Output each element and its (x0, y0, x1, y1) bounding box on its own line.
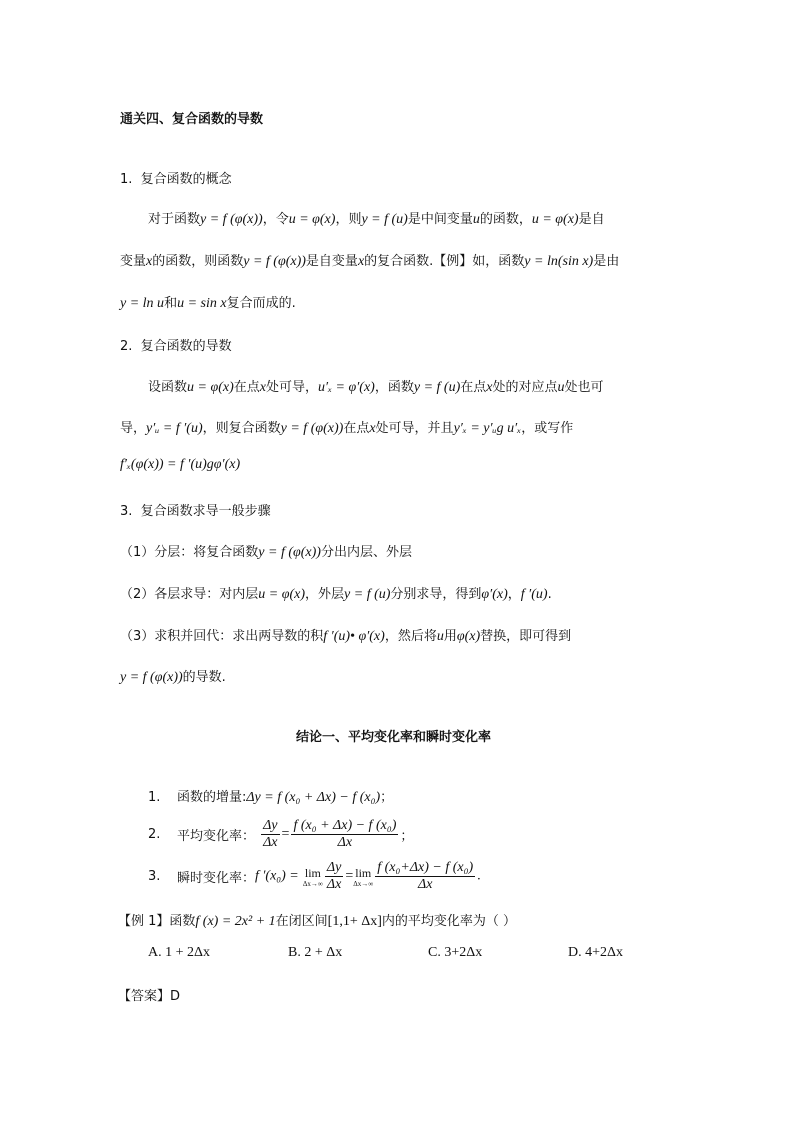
math-expr: f ′(u) (520, 587, 548, 602)
math-expr: u (472, 212, 480, 227)
paragraph-line: 对于函数y = f (φ(x))，令u = φ(x)，则y = f (u)是中间变量u的函数，u = φ(x)是自 (148, 212, 605, 227)
item-heading-text: 复合函数的导数 (140, 339, 232, 354)
math-expr: u = φ(x) (531, 212, 579, 227)
paragraph-line: 导，y′ᵤ = f ′(u)，则复合函数y = f (φ(x))在点x处可导，并且y′ₓ = y′ᵤg u′ₓ，或写作 (120, 421, 574, 436)
math-expr: y = f (u) (344, 587, 391, 602)
math-expr: y = f (u) (413, 380, 461, 395)
math-expr: u (557, 380, 565, 395)
fraction-difference-quotient: $\frac{\text{f (x₀ + Δx) − f (x₀)}}{\Delta x}$ (293, 818, 397, 850)
step-line: y = f (φ(x))的导数. (120, 670, 226, 685)
step-line: （3）求积并回代：求出两导数的积f ′(u)• φ′(x)，然后将u用φ(x)替换，即可得到 (120, 629, 572, 644)
math-expr: x (369, 421, 376, 436)
math-expr: f ′(x₀) = (254, 868, 299, 884)
math-expr: f ′(u)• φ′(x) (323, 629, 385, 644)
item-number: 2. (148, 827, 161, 842)
math-expr: Δy = f (x₀ + Δx) − f (x₀) (246, 790, 381, 805)
math-expr: y = f (φ(x)) (280, 421, 344, 436)
math-expr: y = f (u) (361, 212, 408, 227)
math-expr: u = φ(x) (258, 587, 306, 602)
conclusion-title: 结论一、平均变化率和瞬时变化率 (296, 730, 492, 745)
math-expr: u = φ(x) (187, 380, 234, 395)
option-b: B. 2 + Δx (288, 945, 343, 960)
item-heading-text: 复合函数求导一般步骤 (140, 504, 271, 519)
conclusion-item-3: 3. 瞬时变化率：f ′(x₀) = lim Δx→∞ $\frac{\Delta y}{\Delta x}$ = lim Δx→∞ $\frac{\text{f (x₀+Δx) − f (x₀)}}{\Delta x}$ . (148, 860, 481, 892)
math-expr: x (146, 254, 153, 269)
math-expr: φ(x) (456, 629, 481, 644)
paragraph-line: 设函数u = φ(x)在点x处可导，u′ₓ = φ′(x)，函数y = f (u)在点x处的对应点u处也可 (148, 380, 604, 395)
math-expr: x (486, 380, 493, 395)
section-title: 通关四、复合函数的导数 (120, 112, 264, 127)
fraction-dy-dx: $\frac{\Delta y}{\Delta x}$ (263, 818, 278, 850)
conclusion-item-1: 1. 函数的增量:Δy = f (x₀ + Δx) − f (x₀)； (148, 790, 394, 805)
math-expr: u = sin x (177, 296, 227, 311)
step-line: （2）各层求导：对内层u = φ(x)，外层y = f (u)分别求导，得到φ′(x)，f ′(u). (120, 587, 552, 602)
answer: 【答案】D (118, 989, 181, 1004)
paragraph-line: y = ln u和u = sin x复合而成的. (120, 296, 296, 311)
fraction-dy-dx: $\frac{\Delta y}{\Delta x}$ (326, 860, 342, 892)
math-expr: x (259, 380, 266, 395)
math-expr: y = f (φ(x)) (200, 212, 263, 227)
math-expr: u (436, 629, 444, 644)
math-expr: y = f (φ(x)) (243, 254, 306, 269)
fraction-difference-quotient: $\frac{\text{f (x₀+Δx) − f (x₀)}}{\Delta x}$ (377, 860, 474, 892)
paragraph-line (120, 457, 240, 473)
paragraph-line: 变量x的函数，则函数y = f (φ(x))是自变量x的复合函数.【例】如，函数y = ln(sin x)是由 (120, 254, 620, 269)
math-expr: [1,1+ Δx] (327, 914, 382, 929)
example-stem: 【例 1】函数f (x) = 2x² + 1在闭区间[1,1+ Δx]内的平均变化率为（ ） (118, 914, 517, 929)
math-expr: y = f (φ(x)) (258, 545, 321, 560)
item-heading-text: 复合函数的概念 (140, 172, 232, 187)
item1-heading (120, 168, 232, 187)
math-expr: y = f (φ(x)) (120, 670, 183, 685)
math-expr: y′ᵤ = f ′(u) (146, 421, 203, 436)
math-expr: x (357, 254, 365, 269)
limit-operator: lim Δx→∞ (353, 865, 374, 888)
math-expr: f (x) = 2x² + 1 (195, 914, 276, 929)
item3-heading (120, 500, 271, 519)
math-expr: u = φ(x) (288, 212, 336, 227)
item-number: 1. (148, 790, 161, 805)
math-expr: φ′(x) (481, 587, 508, 602)
step-line: （1）分层：将复合函数y = f (φ(x))分出内层、外层 (120, 545, 412, 560)
option-c: C. 3+2Δx (428, 945, 483, 960)
item-number: 3. (120, 504, 133, 519)
item2-heading (120, 335, 232, 354)
math-expr: y′ₓ = y′ᵤg u′ₓ (453, 421, 522, 436)
math-expr: y = ln(sin x) (524, 254, 594, 269)
option-d: D. 4+2Δx (568, 945, 624, 960)
limit-operator: lim Δx→∞ (302, 865, 323, 888)
item-number: 3. (148, 869, 161, 884)
math-expr: y = ln u (120, 296, 165, 311)
option-a: A. 1 + 2Δx (148, 945, 211, 960)
math-expr: u′ₓ = φ′(x) (318, 380, 375, 395)
conclusion-item-2: 2. 平均变化率： $\frac{\Delta y}{\Delta x}$ = $\frac{\text{f (x₀ + Δx) − f (x₀)}}{\Delta x}$ ； (148, 818, 414, 850)
math-expr: f′ₓ(φ(x)) = f ′(u)gφ′(x) (120, 457, 241, 472)
item-number: 1. (120, 172, 133, 187)
item-number: 2. (120, 339, 133, 354)
